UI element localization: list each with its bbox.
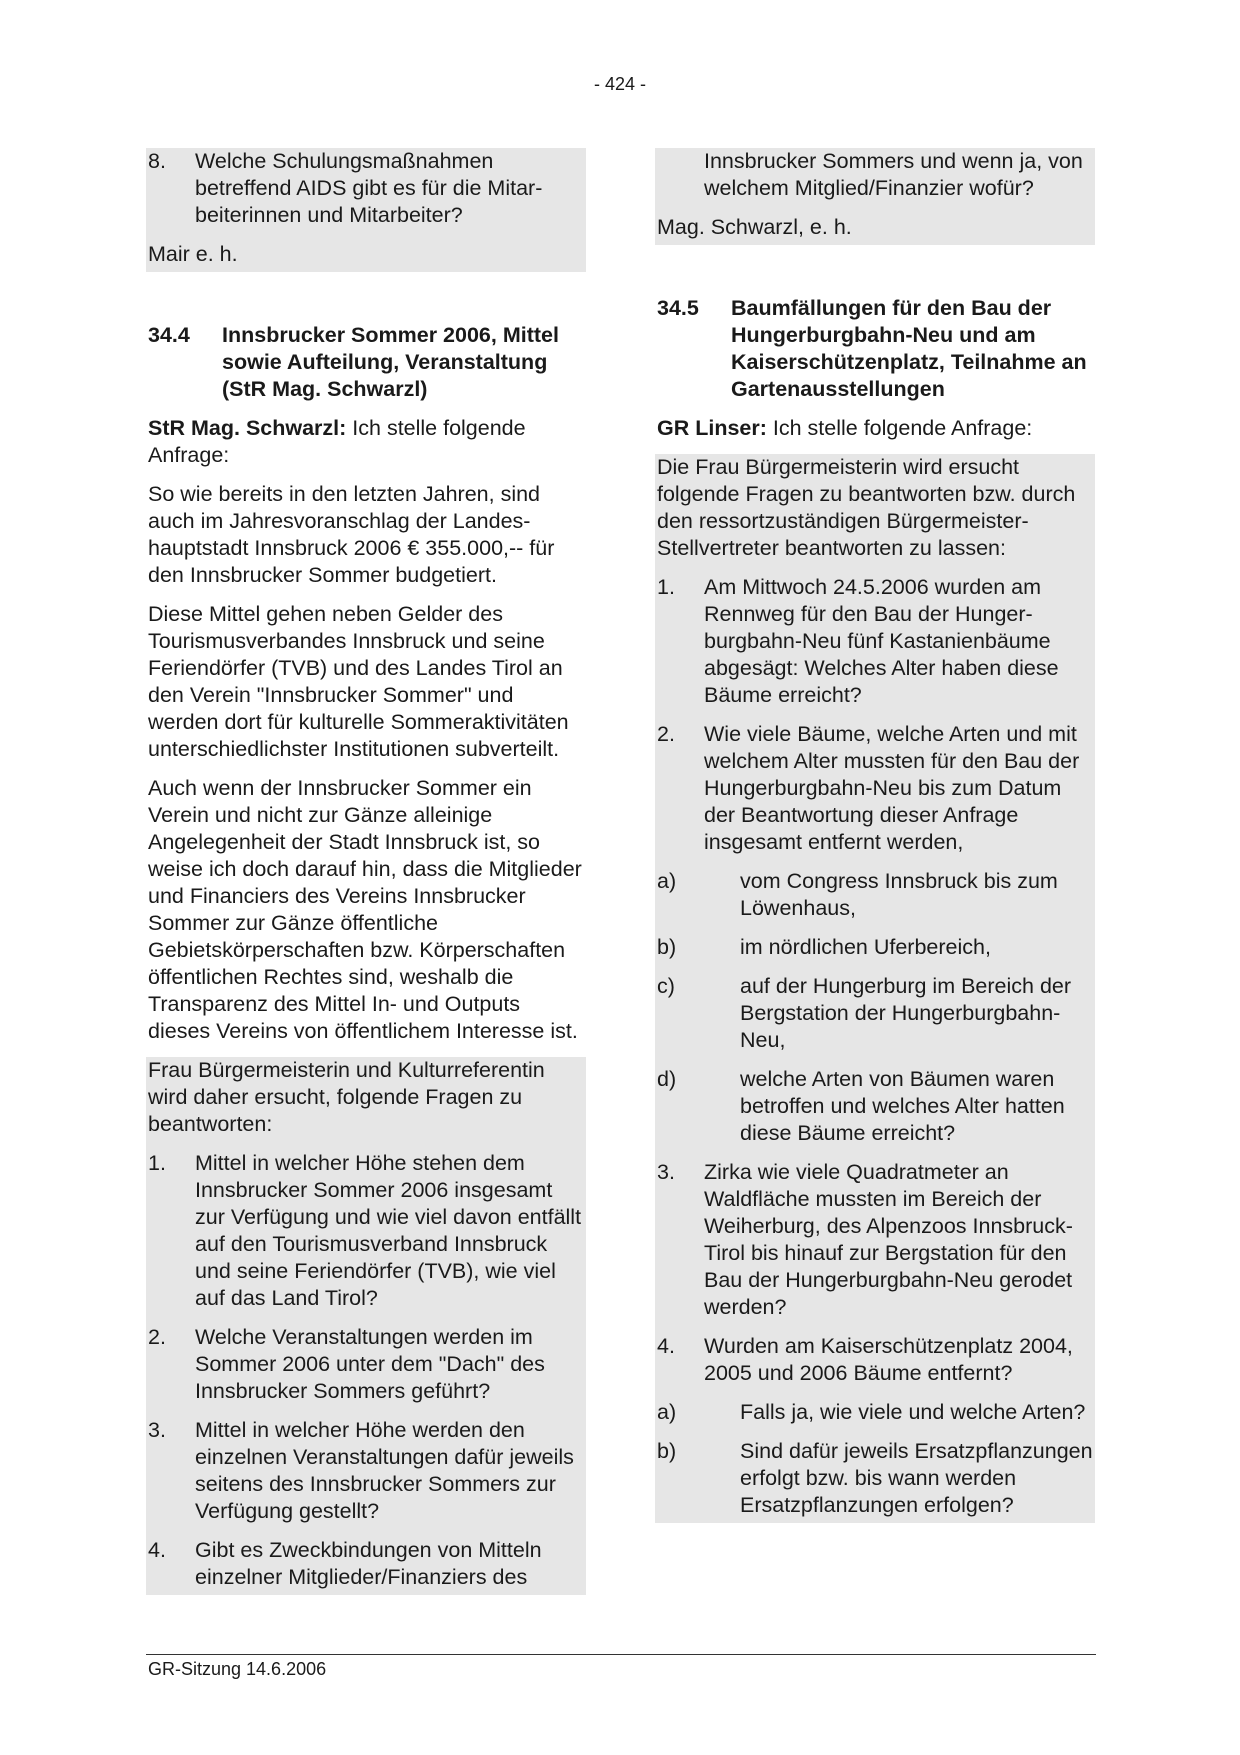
question-list-block (146, 1057, 586, 1595)
paragraph-3: Auch wenn der Innsbrucker Sommer ein Verein und nicht zur Gänze alleinige Angelegenheit der Stadt Innsbruck ist, so weise ich doch darauf hin, dass die Mitglieder und Financiers des Vereins Innsbrucker Sommer zur Gänze öffentliche Gebietskörperschaften bzw. Körperschaften öffentlichen Rechtes sind, weshalb die Transparenz des Mittel In- und Outputs dieses Vereins von öffentlichem Interesse ist. (148, 776, 582, 1043)
sub-question-letter: b) (657, 935, 677, 959)
sub-question-letter: a) (657, 1400, 677, 1424)
paragraph-1: So wie bereits in den letzten Jahren, sind auch im Jahresvoranschlag der Landeshauptstadt Innsbruck 2006 € 355.000,-- für den Innsbrucker Sommer budgetiert. (148, 482, 555, 587)
question-number: 2. (148, 1325, 166, 1349)
question-number: 3. (148, 1418, 166, 1442)
question-number: 1. (148, 1151, 166, 1175)
sub-question-text: vom Congress Innsbruck bis zum Löwenhaus, (740, 869, 1058, 920)
question-number: 2. (657, 722, 675, 746)
question-list-block (655, 454, 1095, 1523)
question-item-8 (146, 148, 586, 229)
sub-question-item (655, 1438, 1095, 1523)
question-number: 1. (657, 575, 675, 599)
page-number: - 424 - (593, 74, 647, 94)
intro-text: Ich stelle folgende Anfrage: (766, 416, 1033, 440)
question-item (655, 1159, 1095, 1321)
question-text: Zirka wie viele Quadratmeter an Waldfläche mussten im Bereich der Weiherburg, des Alpenzoos Innsbruck-Tirol bis hinauf zur Bergstation für den Bau der Hungerburgbahn-Neu gerodet werden? (704, 1160, 1073, 1319)
intro-text: Ich stelle folgende Anfrage: (148, 416, 526, 467)
question-item (146, 1537, 586, 1595)
section-number: 34.5 (657, 296, 699, 320)
question-item (655, 1333, 1095, 1387)
question-text: Welche Veranstaltungen werden im Sommer 2006 unter dem "Dach" des Innsbrucker Sommers geführt? (195, 1325, 545, 1403)
section-heading-34-4 (146, 322, 586, 403)
question-item (655, 574, 1095, 709)
sub-question-text: Falls ja, wie viele und welche Arten? (740, 1400, 1086, 1424)
question-item (146, 1417, 586, 1525)
sub-question-item (655, 1066, 1095, 1147)
signature: Mair e. h. (148, 242, 238, 266)
sub-question-item (655, 1399, 1095, 1426)
sub-question-letter: c) (657, 974, 675, 998)
sub-question-text: Sind dafür jeweils Ersatzpflanzungen erfolgt bzw. bis wann werden Ersatzpflanzungen erfolgen? (740, 1439, 1093, 1517)
section-title: Baumfällungen für den Bau der Hungerburgbahn-Neu und am Kaiserschützenplatz, Teilnahme an Gartenausstellungen (731, 296, 1087, 401)
sub-question-letter: d) (657, 1067, 677, 1091)
signature: Mag. Schwarzl, e. h. (657, 215, 852, 239)
question-text: Wurden am Kaiserschützenplatz 2004, 2005 und 2006 Bäume entfernt? (704, 1334, 1073, 1385)
question-item (146, 1324, 586, 1405)
question-item (146, 1150, 586, 1312)
question-text: Mittel in welcher Höhe stehen dem Innsbrucker Sommer 2006 insgesamt zur Verfügung und wie viel davon entfällt auf den Tourismusverband Innsbruck und seine Feriendörfer (TVB), wie viel auf das Land Tirol? (195, 1151, 582, 1310)
right-column (655, 148, 1095, 1523)
sub-question-text: auf der Hungerburg im Bereich der Bergstation der Hungerburgbahn-Neu, (740, 974, 1072, 1052)
question-number: 8. (148, 149, 166, 173)
question-text: Mittel in welcher Höhe werden den einzelnen Veranstaltungen dafür jeweils seitens des Innsbrucker Sommers zur Verfügung gestellt? (195, 1418, 574, 1523)
section-number: 34.4 (148, 323, 190, 347)
paragraph-2: Diese Mittel gehen neben Gelder des Tourismusverbandes Innsbruck und seine Feriendörfer (TVB) und des Landes Tirol an den Verein "Innsbrucker Sommer" und werden dort für kulturelle Sommeraktivitäten unterschiedlichster Institutionen subverteilt. (148, 602, 569, 761)
intro-paragraph (655, 415, 1095, 442)
question-block-8 (146, 148, 586, 272)
sub-question-letter: b) (657, 1439, 677, 1463)
speaker-name: GR Linser: (657, 416, 767, 440)
footer-divider (146, 1654, 1096, 1655)
question-continuation-block (655, 148, 1095, 245)
question-number: 4. (148, 1538, 166, 1562)
sub-question-letter: a) (657, 869, 677, 893)
question-text: Gibt es Zweckbindungen von Mitteln einzelner Mitglieder/Finanziers des (195, 1538, 542, 1589)
question-text: Welche Schulungsmaßnahmen betreffend AIDS gibt es für die Mitarbeiterinnen und Mitarbeiter? (195, 149, 543, 227)
speaker-name: StR Mag. Schwarzl: (148, 416, 347, 440)
sub-question-text: welche Arten von Bäumen waren betroffen und welches Alter hatten diese Bäume erreicht? (740, 1067, 1065, 1145)
left-column (146, 148, 586, 1595)
question-text: Am Mittwoch 24.5.2006 wurden am Rennweg für den Bau der Hungerburgbahn-Neu fünf Kastanienbäume abgesägt: Welches Alter haben diese Bäume erreicht? (704, 575, 1059, 707)
intro-paragraph (146, 415, 586, 469)
request-paragraph: Frau Bürgermeisterin und Kulturreferentin wird daher ersucht, folgende Fragen zu beantworten: (148, 1058, 545, 1136)
sub-question-text: im nördlichen Uferbereich, (740, 935, 991, 959)
question-continuation: Innsbrucker Sommers und wenn ja, von welchem Mitglied/Finanzier wofür? (704, 149, 1083, 200)
question-number: 3. (657, 1160, 675, 1184)
question-number: 4. (657, 1334, 675, 1358)
question-item (655, 721, 1095, 856)
request-paragraph: Die Frau Bürgermeisterin wird ersucht folgende Fragen zu beantworten bzw. durch den ressortzuständigen Bürgermeister-Stellvertreter beantworten zu lassen: (657, 455, 1076, 560)
section-heading-34-5 (655, 295, 1095, 403)
question-text: Wie viele Bäume, welche Arten und mit welchem Alter mussten für den Bau der Hungerburgbahn-Neu bis zum Datum der Beantwortung dieser Anfrage insgesamt entfernt werden, (704, 722, 1080, 854)
sub-question-item (655, 934, 1095, 961)
section-title: Innsbrucker Sommer 2006, Mittel sowie Aufteilung, Veranstaltung (StR Mag. Schwarzl) (222, 323, 559, 401)
sub-question-item (655, 973, 1095, 1054)
footer-text: GR-Sitzung 14.6.2006 (148, 1659, 327, 1679)
sub-question-item (655, 868, 1095, 922)
